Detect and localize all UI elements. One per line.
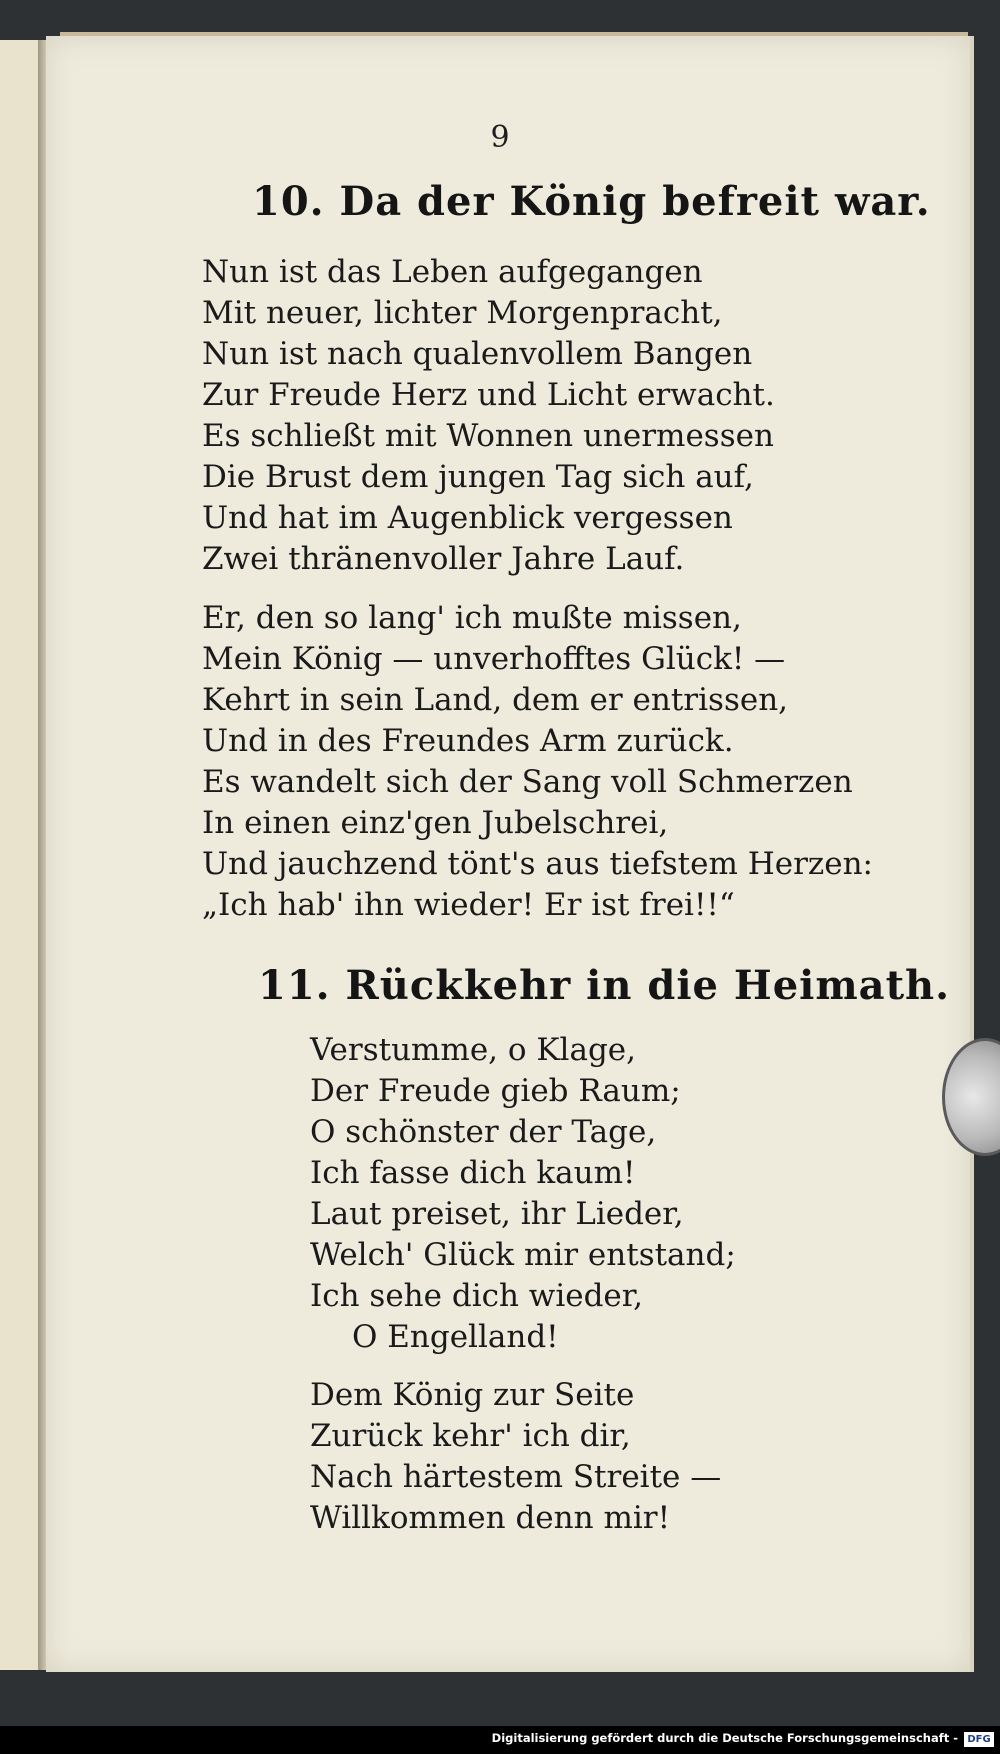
verse-line: Nun ist das Leben aufgegangen [202,254,703,290]
verse-line: Verstumme, o Klage, [310,1032,636,1068]
verse-line: Es wandelt sich der Sang voll Schmerzen [202,764,853,800]
dfg-logo: DFG [964,1732,994,1747]
verse-line: Nun ist nach qualenvollem Bangen [202,336,753,372]
poem-11-stanza-2 [310,1375,721,1539]
poem-11-stanza-1 [310,1030,736,1358]
facing-page-edge [0,40,41,1670]
verse-line: Und hat im Augenblick vergessen [202,500,733,536]
page-number: 9 [490,120,510,155]
verse-line: Kehrt in sein Land, dem er entrissen, [202,682,789,718]
verse-line: Und in des Freundes Arm zurück. [202,723,734,759]
poem-10-stanza-1 [202,252,775,580]
verse-line: „Ich hab' ihn wieder! Er ist frei!!“ [202,887,735,923]
verse-line: Welch' Glück mir entstand; [310,1237,736,1273]
verse-line: Die Brust dem jungen Tag sich auf, [202,459,754,495]
verse-line: O Engelland! [352,1319,559,1355]
poem-title-10: 10. Da der König befreit war. [252,178,931,225]
verse-line: Mit neuer, lichter Morgenpracht, [202,295,723,331]
verse-line: Und jauchzend tönt's aus tiefstem Herzen: [202,846,873,882]
verse-line: Nach härtestem Streite — [310,1459,722,1495]
verse-line: Der Freude gieb Raum; [310,1073,681,1109]
verse-line: Ich fasse dich kaum! [310,1155,636,1191]
verse-line: Es schließt mit Wonnen unermessen [202,418,774,454]
verse-line: Zurück kehr' ich dir, [310,1418,631,1454]
verse-line: Willkommen denn mir! [310,1500,671,1536]
poem-10-stanza-2 [202,598,873,926]
verse-line: Dem König zur Seite [310,1377,635,1413]
verse-line: Mein König — unverhofftes Glück! — [202,641,786,677]
verse-line: Laut preiset, ihr Lieder, [310,1196,684,1232]
verse-line: Zur Freude Herz und Licht erwacht. [202,377,775,413]
verse-line: O schönster der Tage, [310,1114,657,1150]
funding-credit: Digitalisierung gefördert durch die Deutsche Forschungsgemeinschaft - [491,1731,958,1745]
verse-line: In einen einz'gen Jubelschrei, [202,805,669,841]
verse-line: Er, den so lang' ich mußte missen, [202,600,742,636]
poem-title-11: 11. Rückkehr in die Heimath. [258,962,951,1009]
verse-line: Ich sehe dich wieder, [310,1278,644,1314]
verse-line: Zwei thränenvoller Jahre Lauf. [202,541,685,577]
